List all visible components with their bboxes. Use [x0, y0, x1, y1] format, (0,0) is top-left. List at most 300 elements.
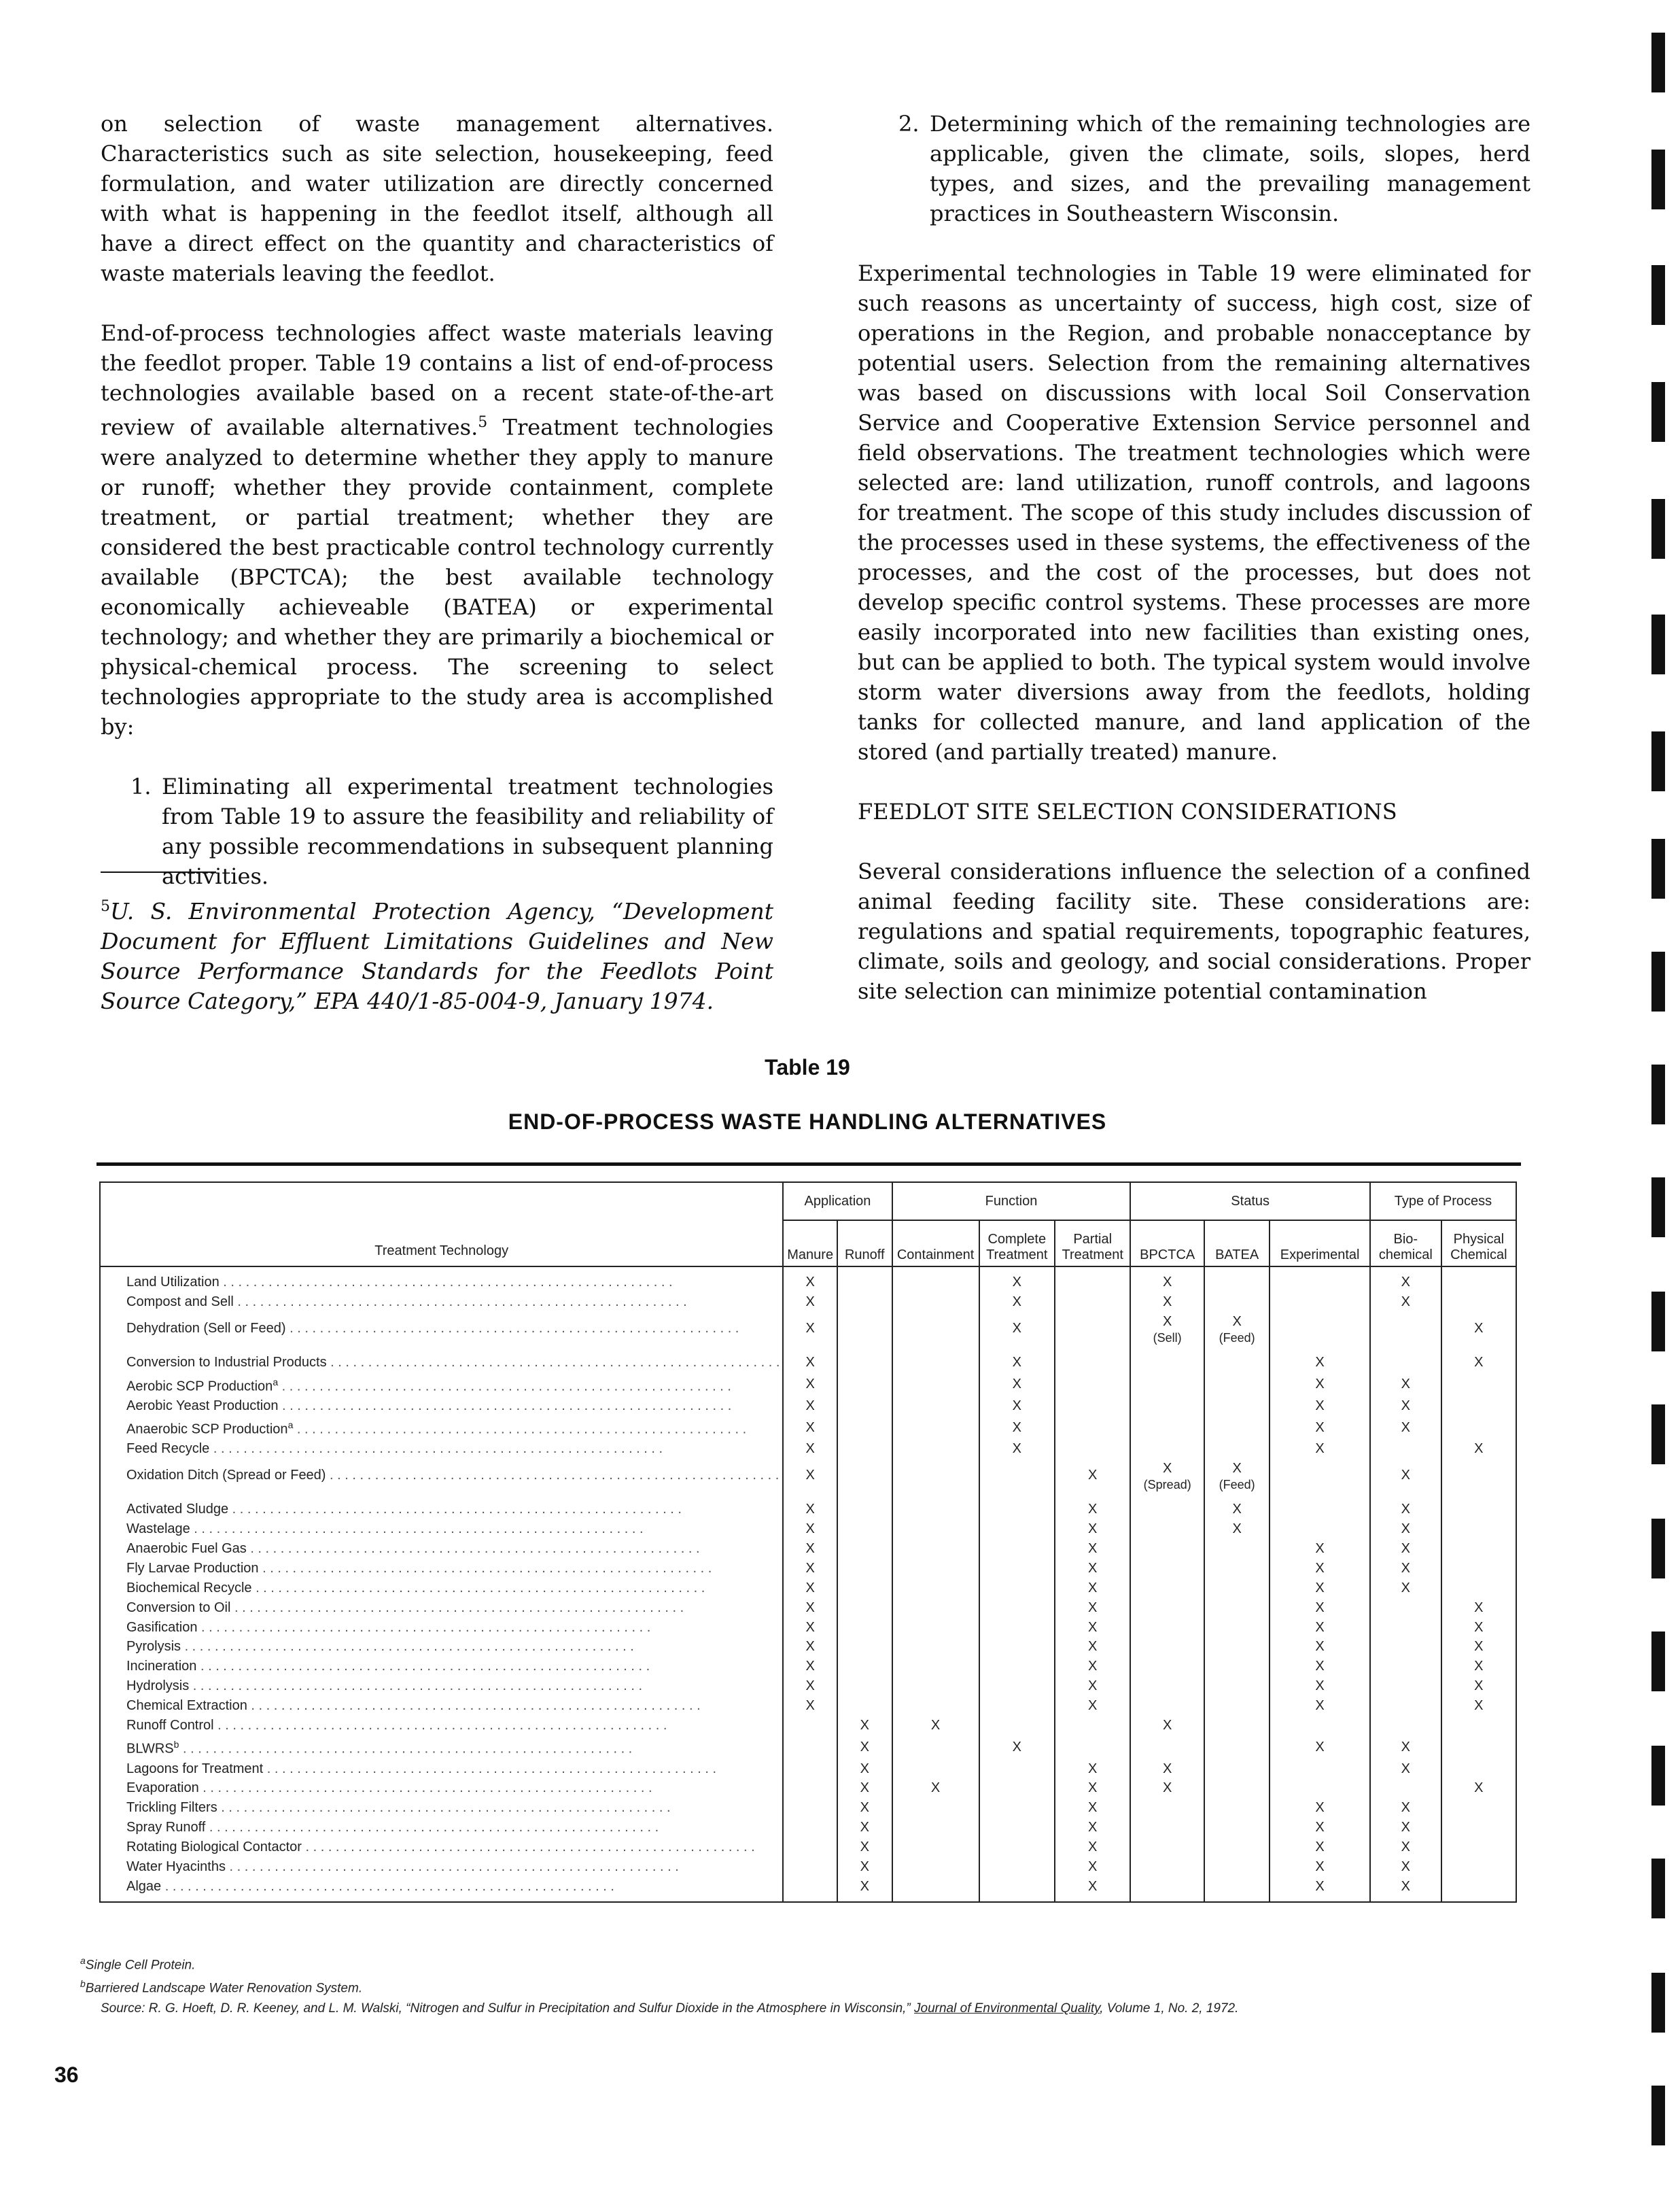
cell-experimental	[1270, 1617, 1370, 1637]
cell-containment	[892, 1617, 979, 1637]
cell-physical	[1441, 1759, 1516, 1778]
cell-experimental	[1270, 1558, 1370, 1578]
cell-partial	[1055, 1353, 1130, 1372]
spacer-cell	[100, 1491, 783, 1500]
cell-experimental	[1270, 1818, 1370, 1837]
tech-name-text: Rotating Biological Contactor	[126, 1840, 302, 1855]
cell-manure-mark: X	[805, 1619, 815, 1635]
cell-complete	[979, 1415, 1055, 1439]
tech-name	[100, 1857, 783, 1877]
cell-batea	[1204, 1519, 1270, 1539]
cell-complete	[979, 1459, 1055, 1491]
cell-complete	[979, 1312, 1055, 1345]
cell-bpctca	[1130, 1696, 1204, 1716]
leader-dots: . . . . . . . . . . . . . . . . . . . . . . . . . . . . . . . . . . . . . . . . . . . . . . . . . . . . . . . . . . . .	[247, 1698, 701, 1714]
table-row	[100, 1696, 1516, 1716]
tech-name	[100, 1798, 783, 1818]
cell-manure	[783, 1637, 837, 1657]
col-partial: Partial Treatment	[1055, 1220, 1130, 1266]
cell-complete-mark: X	[1012, 1275, 1021, 1290]
cell-partial-mark: X	[1088, 1659, 1098, 1674]
cell-physical	[1441, 1735, 1516, 1759]
cell-runoff	[837, 1818, 892, 1837]
table-spacer-row	[100, 1345, 1516, 1353]
cell-bio	[1370, 1500, 1441, 1519]
cell-bio-mark: X	[1401, 1878, 1410, 1894]
cell-runoff-mark: X	[860, 1761, 869, 1776]
cell-batea	[1204, 1415, 1270, 1439]
tech-name	[100, 1778, 783, 1798]
cell-bio-mark: X	[1401, 1377, 1410, 1392]
cell-bio	[1370, 1716, 1441, 1736]
cell-physical	[1441, 1292, 1516, 1312]
cell-bpctca	[1130, 1778, 1204, 1798]
cell-bio	[1370, 1312, 1441, 1345]
tech-name-text: Trickling Filters	[126, 1800, 217, 1816]
tech-name-text: Spray Runoff	[126, 1820, 206, 1835]
edge-mark	[1651, 382, 1665, 442]
cell-bpctca	[1130, 1353, 1204, 1372]
cell-physical	[1441, 1598, 1516, 1617]
group-type: Type of Process	[1370, 1182, 1516, 1220]
cell-bio-mark: X	[1401, 1294, 1410, 1310]
cell-partial-mark: X	[1088, 1560, 1098, 1576]
cell-physical	[1441, 1676, 1516, 1696]
table-row	[100, 1266, 1516, 1292]
leader-dots: . . . . . . . . . . . . . . . . . . . . . . . . . . . . . . . . . . . . . . . . . . . . . . . . . . . . . . . . . . . .	[198, 1780, 652, 1796]
edge-mark	[1651, 1065, 1665, 1124]
cell-batea	[1204, 1500, 1270, 1519]
note-a-text: Single Cell Protein.	[85, 1958, 196, 1973]
leader-dots: . . . . . . . . . . . . . . . . . . . . . . . . . . . . . . . . . . . . . . . . . . . . . . . . . . . . . . . . . . . .	[326, 1467, 780, 1483]
cell-runoff	[837, 1876, 892, 1902]
cell-bio-mark: X	[1401, 1540, 1410, 1556]
cell-manure	[783, 1558, 837, 1578]
tech-name-text: Aerobic SCP Production	[126, 1379, 273, 1394]
tech-name-text: Pyrolysis	[126, 1639, 181, 1655]
spacer-cell	[1270, 1491, 1370, 1500]
right-column	[858, 109, 1530, 1036]
cell-bio	[1370, 1778, 1441, 1798]
cell-runoff	[837, 1798, 892, 1818]
tech-name	[100, 1578, 783, 1598]
spacer-cell	[1055, 1491, 1130, 1500]
cell-batea	[1204, 1676, 1270, 1696]
cell-bio-mark: X	[1401, 1800, 1410, 1816]
cell-complete	[979, 1696, 1055, 1716]
cell-bio	[1370, 1353, 1441, 1372]
cell-complete	[979, 1578, 1055, 1598]
cell-bio	[1370, 1396, 1441, 1415]
cell-manure	[783, 1396, 837, 1415]
cell-complete	[979, 1857, 1055, 1877]
cell-experimental-mark: X	[1315, 1560, 1325, 1576]
cell-batea	[1204, 1617, 1270, 1637]
tech-name-text: Lagoons for Treatment	[126, 1761, 264, 1776]
cell-bio-mark: X	[1401, 1419, 1410, 1435]
edge-mark	[1651, 615, 1665, 674]
cell-complete	[979, 1598, 1055, 1617]
table-row	[100, 1857, 1516, 1877]
col-complete: Complete Treatment	[979, 1220, 1055, 1266]
cell-batea	[1204, 1759, 1270, 1778]
cell-manure	[783, 1266, 837, 1292]
paragraph-experimental: Experimental technologies in Table 19 were eliminated for such reasons as uncertainty of success, high cost, size of operations in the Region, and probable nonacceptance by potential users. Selection from the remaining alternatives was based on discussions with local Soil Conservation Service and Cooperative Extension Service personnel and field observations. The treatment technologies which were selected are: land utilization, runoff controls, and lagoons for treatment. The scope of this study includes discussion of the processes used in these systems, the effectiveness of the processes, and the cost of the processes, but does not develop specific control systems. These processes are more easily incorporated into new facilities than existing ones, but can be applied to both. The typical system would involve storm water diversions away from the feedlots, holding tanks for collected manure, and land application of the stored (and partially treated) manure.	[858, 260, 1530, 765]
cell-physical	[1441, 1539, 1516, 1559]
table-row	[100, 1676, 1516, 1696]
cell-containment	[892, 1657, 979, 1676]
cell-containment	[892, 1637, 979, 1657]
leader-dots: . . . . . . . . . . . . . . . . . . . . . . . . . . . . . . . . . . . . . . . . . . . . . . . . . . . . . . . . . . . .	[179, 1742, 633, 1757]
paragraph-end-of-process-rest: Treatment technologies were analyzed to determine whether they apply to manure or runoff; whether they provide containment, complete treatment, or partial treatment; whether they are considered the best practicable control technology currently available (BPCTCA); the best available technology economically achieveable (BATEA) or experimental technology; and whether they are primarily a biochemical or physical-chemical process. The screening to select technologies appropriate to the study area is accomplished by:	[101, 414, 774, 740]
cell-containment-mark: X	[930, 1718, 941, 1733]
cell-manure	[783, 1439, 837, 1459]
cell-runoff	[837, 1759, 892, 1778]
cell-bpctca	[1130, 1637, 1204, 1657]
cell-runoff-mark: X	[860, 1739, 869, 1755]
cell-manure-mark: X	[805, 1580, 815, 1595]
cell-runoff	[837, 1716, 892, 1736]
cell-batea	[1204, 1353, 1270, 1372]
cell-bpctca-mark: X	[1163, 1761, 1172, 1776]
table-row	[100, 1415, 1516, 1439]
cell-experimental-mark: X	[1315, 1820, 1325, 1835]
spacer-cell	[1370, 1491, 1441, 1500]
cell-manure	[783, 1415, 837, 1439]
cell-runoff	[837, 1396, 892, 1415]
paragraph-end-of-process	[101, 318, 773, 742]
table-row	[100, 1716, 1516, 1736]
cell-containment	[892, 1598, 979, 1617]
cell-experimental	[1270, 1459, 1370, 1491]
cell-complete	[979, 1519, 1055, 1539]
cell-complete	[979, 1500, 1055, 1519]
alternatives-table	[99, 1181, 1517, 1903]
list-text-1: Eliminating all experimental treatment technologies from Table 19 to assure the feasibility and reliability of any possible recommendations in subsequent planning activities.	[162, 773, 773, 889]
tech-name-text: Gasification	[126, 1619, 198, 1635]
cell-manure	[783, 1578, 837, 1598]
cell-runoff	[837, 1778, 892, 1798]
col-manure: Manure	[783, 1220, 837, 1266]
cell-partial	[1055, 1372, 1130, 1396]
cell-physical	[1441, 1818, 1516, 1837]
cell-physical	[1441, 1837, 1516, 1857]
footnote	[101, 892, 773, 1016]
cell-complete	[979, 1372, 1055, 1396]
list-number-2: 2.	[898, 111, 920, 137]
cell-manure-mark: X	[805, 1659, 815, 1674]
cell-bpctca	[1130, 1676, 1204, 1696]
col-tech: Treatment Technology	[100, 1182, 783, 1266]
spacer-cell	[1204, 1345, 1270, 1353]
cell-manure	[783, 1857, 837, 1877]
cell-experimental-mark: X	[1315, 1419, 1325, 1435]
leader-dots: . . . . . . . . . . . . . . . . . . . . . . . . . . . . . . . . . . . . . . . . . . . . . . . . . . . . . . . . . . . .	[209, 1441, 663, 1457]
cell-containment	[892, 1696, 979, 1716]
cell-bio	[1370, 1578, 1441, 1598]
cell-containment	[892, 1372, 979, 1396]
cell-manure-mark: X	[805, 1377, 815, 1392]
cell-partial-mark: X	[1088, 1467, 1098, 1483]
tech-name	[100, 1676, 783, 1696]
cell-containment	[892, 1578, 979, 1598]
table-note-b	[80, 1978, 362, 1996]
cell-experimental-mark: X	[1315, 1698, 1325, 1714]
cell-bio-mark: X	[1401, 1820, 1410, 1835]
leader-dots: . . . . . . . . . . . . . . . . . . . . . . . . . . . . . . . . . . . . . . . . . . . . . . . . . . . . . . . . . . . .	[230, 1600, 684, 1615]
cell-runoff-mark: X	[860, 1718, 869, 1733]
cell-experimental-mark: X	[1315, 1659, 1325, 1674]
cell-physical	[1441, 1798, 1516, 1818]
cell-bio	[1370, 1637, 1441, 1657]
cell-physical	[1441, 1716, 1516, 1736]
leader-dots: . . . . . . . . . . . . . . . . . . . . . . . . . . . . . . . . . . . . . . . . . . . . . . . . . . . . . . . . . . . .	[285, 1320, 739, 1336]
table-row	[100, 1539, 1516, 1559]
note-b-mark: b	[80, 1978, 86, 1989]
cell-complete	[979, 1266, 1055, 1292]
cell-batea	[1204, 1292, 1270, 1312]
cell-experimental-mark: X	[1315, 1840, 1325, 1855]
col-physical: Physical Chemical	[1441, 1220, 1516, 1266]
cell-partial	[1055, 1312, 1130, 1345]
spacer-cell	[892, 1491, 979, 1500]
cell-manure	[783, 1778, 837, 1798]
cell-manure	[783, 1292, 837, 1312]
table-row	[100, 1500, 1516, 1519]
table-row	[100, 1876, 1516, 1902]
cell-partial-mark: X	[1088, 1540, 1098, 1556]
cell-bio	[1370, 1857, 1441, 1877]
cell-containment	[892, 1292, 979, 1312]
leader-dots: . . . . . . . . . . . . . . . . . . . . . . . . . . . . . . . . . . . . . . . . . . . . . . . . . . . . . . . . . . . .	[213, 1718, 667, 1733]
edge-mark	[1651, 1292, 1665, 1351]
cell-runoff	[837, 1657, 892, 1676]
cell-manure-mark: X	[805, 1294, 815, 1310]
tech-name	[100, 1598, 783, 1617]
cell-complete-mark: X	[1012, 1294, 1021, 1310]
col-runoff: Runoff	[837, 1220, 892, 1266]
cell-experimental-mark: X	[1315, 1859, 1325, 1874]
cell-experimental-mark: X	[1315, 1600, 1325, 1615]
source-prefix: Source: R. G. Hoeft, D. R. Keeney, and L. M. Walski, “Nitrogen and Sulfur in Precipitation and Sulfur Dioxide in the Atmosphere in Wisconsin,”	[101, 2001, 915, 2016]
cell-manure-mark: X	[805, 1600, 815, 1615]
cell-runoff	[837, 1519, 892, 1539]
group-application: Application	[783, 1182, 892, 1220]
cell-bio-mark: X	[1401, 1560, 1410, 1576]
cell-experimental-mark: X	[1315, 1878, 1325, 1894]
cell-partial	[1055, 1500, 1130, 1519]
paragraph-site-selection: Several considerations influence the selection of a confined animal feeding facility site. These considerations are: regulations and spatial requirements, topographic features, climate, soils and geology, and social considerations. Proper site selection can minimize potential contamination	[858, 859, 1530, 1004]
cell-manure	[783, 1598, 837, 1617]
cell-manure-mark: X	[805, 1419, 815, 1435]
cell-runoff-mark: X	[860, 1800, 869, 1816]
cell-batea	[1204, 1439, 1270, 1459]
cell-runoff	[837, 1266, 892, 1292]
cell-containment	[892, 1459, 979, 1491]
cell-containment	[892, 1759, 979, 1778]
cell-batea-mark: X	[1232, 1313, 1242, 1329]
cell-physical-mark: X	[1474, 1441, 1484, 1457]
cell-partial	[1055, 1439, 1130, 1459]
cell-bio	[1370, 1598, 1441, 1617]
cell-complete-mark: X	[1012, 1419, 1021, 1435]
cell-partial	[1055, 1459, 1130, 1491]
cell-bpctca	[1130, 1500, 1204, 1519]
cell-runoff	[837, 1415, 892, 1439]
cell-manure	[783, 1617, 837, 1637]
tech-name-sup: b	[173, 1739, 179, 1750]
cell-partial-mark: X	[1088, 1502, 1098, 1517]
tech-name-text: Incineration	[126, 1659, 197, 1674]
cell-batea	[1204, 1312, 1270, 1345]
cell-partial-mark: X	[1088, 1761, 1098, 1776]
spacer-cell	[1441, 1491, 1516, 1500]
table-row	[100, 1396, 1516, 1415]
tech-name-text: Algae	[126, 1878, 162, 1894]
tech-name-text: Aerobic Yeast Production	[126, 1398, 279, 1413]
cell-experimental	[1270, 1716, 1370, 1736]
table-row	[100, 1439, 1516, 1459]
cell-batea	[1204, 1396, 1270, 1415]
tech-name	[100, 1759, 783, 1778]
table-row	[100, 1798, 1516, 1818]
cell-complete	[979, 1657, 1055, 1676]
cell-bio	[1370, 1292, 1441, 1312]
tech-name-text: Oxidation Ditch (Spread or Feed)	[126, 1467, 326, 1483]
table-row	[100, 1519, 1516, 1539]
edge-mark	[1651, 952, 1665, 1012]
edge-mark	[1651, 150, 1665, 209]
cell-manure	[783, 1539, 837, 1559]
cell-complete-mark: X	[1012, 1320, 1021, 1336]
tech-name-text: Conversion to Industrial Products	[126, 1355, 327, 1370]
cell-bio-mark: X	[1401, 1859, 1410, 1874]
cell-runoff	[837, 1500, 892, 1519]
cell-manure	[783, 1818, 837, 1837]
tech-name	[100, 1500, 783, 1519]
tech-name	[100, 1637, 783, 1657]
cell-bpctca-mark: X	[1163, 1780, 1172, 1796]
spacer-cell	[979, 1345, 1055, 1353]
cell-manure-mark: X	[805, 1560, 815, 1576]
cell-experimental	[1270, 1798, 1370, 1818]
cell-partial-mark: X	[1088, 1678, 1098, 1694]
cell-bio	[1370, 1798, 1441, 1818]
leader-dots: . . . . . . . . . . . . . . . . . . . . . . . . . . . . . . . . . . . . . . . . . . . . . . . . . . . . . . . . . . . .	[197, 1619, 651, 1635]
cell-experimental	[1270, 1637, 1370, 1657]
cell-batea	[1204, 1876, 1270, 1902]
cell-manure-mark: X	[805, 1355, 815, 1370]
cell-containment-mark: X	[930, 1780, 941, 1796]
cell-complete	[979, 1716, 1055, 1736]
cell-batea-note: (Feed)	[1219, 1330, 1255, 1345]
tech-name	[100, 1459, 783, 1491]
table-row	[100, 1578, 1516, 1598]
cell-bio-mark: X	[1401, 1739, 1410, 1755]
cell-physical-mark: X	[1474, 1780, 1484, 1796]
tech-name-text: Conversion to Oil	[126, 1600, 231, 1615]
cell-batea	[1204, 1657, 1270, 1676]
cell-bpctca	[1130, 1578, 1204, 1598]
tech-name-sup: a	[273, 1376, 279, 1387]
cell-physical-mark: X	[1474, 1639, 1484, 1655]
edge-mark	[1651, 1177, 1665, 1237]
tech-name-text: Anaerobic SCP Production	[126, 1421, 288, 1437]
cell-physical	[1441, 1876, 1516, 1902]
table-row	[100, 1657, 1516, 1676]
cell-physical	[1441, 1637, 1516, 1657]
tech-name-text: Feed Recycle	[126, 1441, 210, 1457]
cell-bio	[1370, 1617, 1441, 1637]
cell-partial	[1055, 1857, 1130, 1877]
footnote-text: U. S. Environmental Protection Agency, “Development Document for Effluent Limitations Guidelines and New Source Performance Standards for the Feedlots Point Source Category,” EPA 440/1-85-004-9, January 1974.	[101, 898, 773, 1014]
tech-name-text: Evaporation	[126, 1780, 199, 1796]
cell-manure	[783, 1500, 837, 1519]
cell-batea	[1204, 1372, 1270, 1396]
cell-runoff-mark: X	[860, 1780, 869, 1796]
cell-batea-mark: X	[1232, 1521, 1242, 1537]
cell-experimental-mark: X	[1315, 1377, 1325, 1392]
table-row	[100, 1558, 1516, 1578]
cell-bpctca	[1130, 1266, 1204, 1292]
table-top-rule	[97, 1162, 1521, 1166]
cell-bio	[1370, 1759, 1441, 1778]
cell-manure-mark: X	[805, 1502, 815, 1517]
cell-runoff	[837, 1372, 892, 1396]
spacer-cell	[837, 1345, 892, 1353]
cell-partial	[1055, 1637, 1130, 1657]
page-number: 36	[54, 2062, 79, 2087]
col-bpctca: BPCTCA	[1130, 1220, 1204, 1266]
cell-physical	[1441, 1778, 1516, 1798]
cell-partial	[1055, 1696, 1130, 1716]
cell-partial	[1055, 1818, 1130, 1837]
cell-partial	[1055, 1735, 1130, 1759]
cell-bio	[1370, 1558, 1441, 1578]
tech-name	[100, 1519, 783, 1539]
cell-partial-mark: X	[1088, 1698, 1098, 1714]
cell-physical	[1441, 1266, 1516, 1292]
footnote-ref-5: 5	[478, 414, 488, 431]
tech-name-text: Chemical Extraction	[126, 1698, 247, 1714]
cell-manure	[783, 1876, 837, 1902]
cell-bpctca	[1130, 1837, 1204, 1857]
cell-physical	[1441, 1578, 1516, 1598]
edge-mark	[1651, 731, 1665, 791]
cell-bpctca	[1130, 1312, 1204, 1345]
cell-experimental-mark: X	[1315, 1639, 1325, 1655]
table-row	[100, 1818, 1516, 1837]
cell-containment	[892, 1312, 979, 1345]
cell-containment	[892, 1558, 979, 1578]
cell-runoff	[837, 1617, 892, 1637]
cell-containment	[892, 1735, 979, 1759]
cell-physical	[1441, 1696, 1516, 1716]
cell-batea	[1204, 1598, 1270, 1617]
cell-runoff	[837, 1292, 892, 1312]
cell-bpctca-mark: X	[1163, 1275, 1172, 1290]
cell-physical	[1441, 1439, 1516, 1459]
cell-physical-mark: X	[1474, 1678, 1484, 1694]
cell-experimental-mark: X	[1315, 1580, 1325, 1595]
cell-batea	[1204, 1578, 1270, 1598]
edge-mark	[1651, 1746, 1665, 1806]
cell-bpctca	[1130, 1876, 1204, 1902]
cell-runoff	[837, 1857, 892, 1877]
cell-bio	[1370, 1696, 1441, 1716]
tech-name	[100, 1696, 783, 1716]
cell-bio	[1370, 1837, 1441, 1857]
